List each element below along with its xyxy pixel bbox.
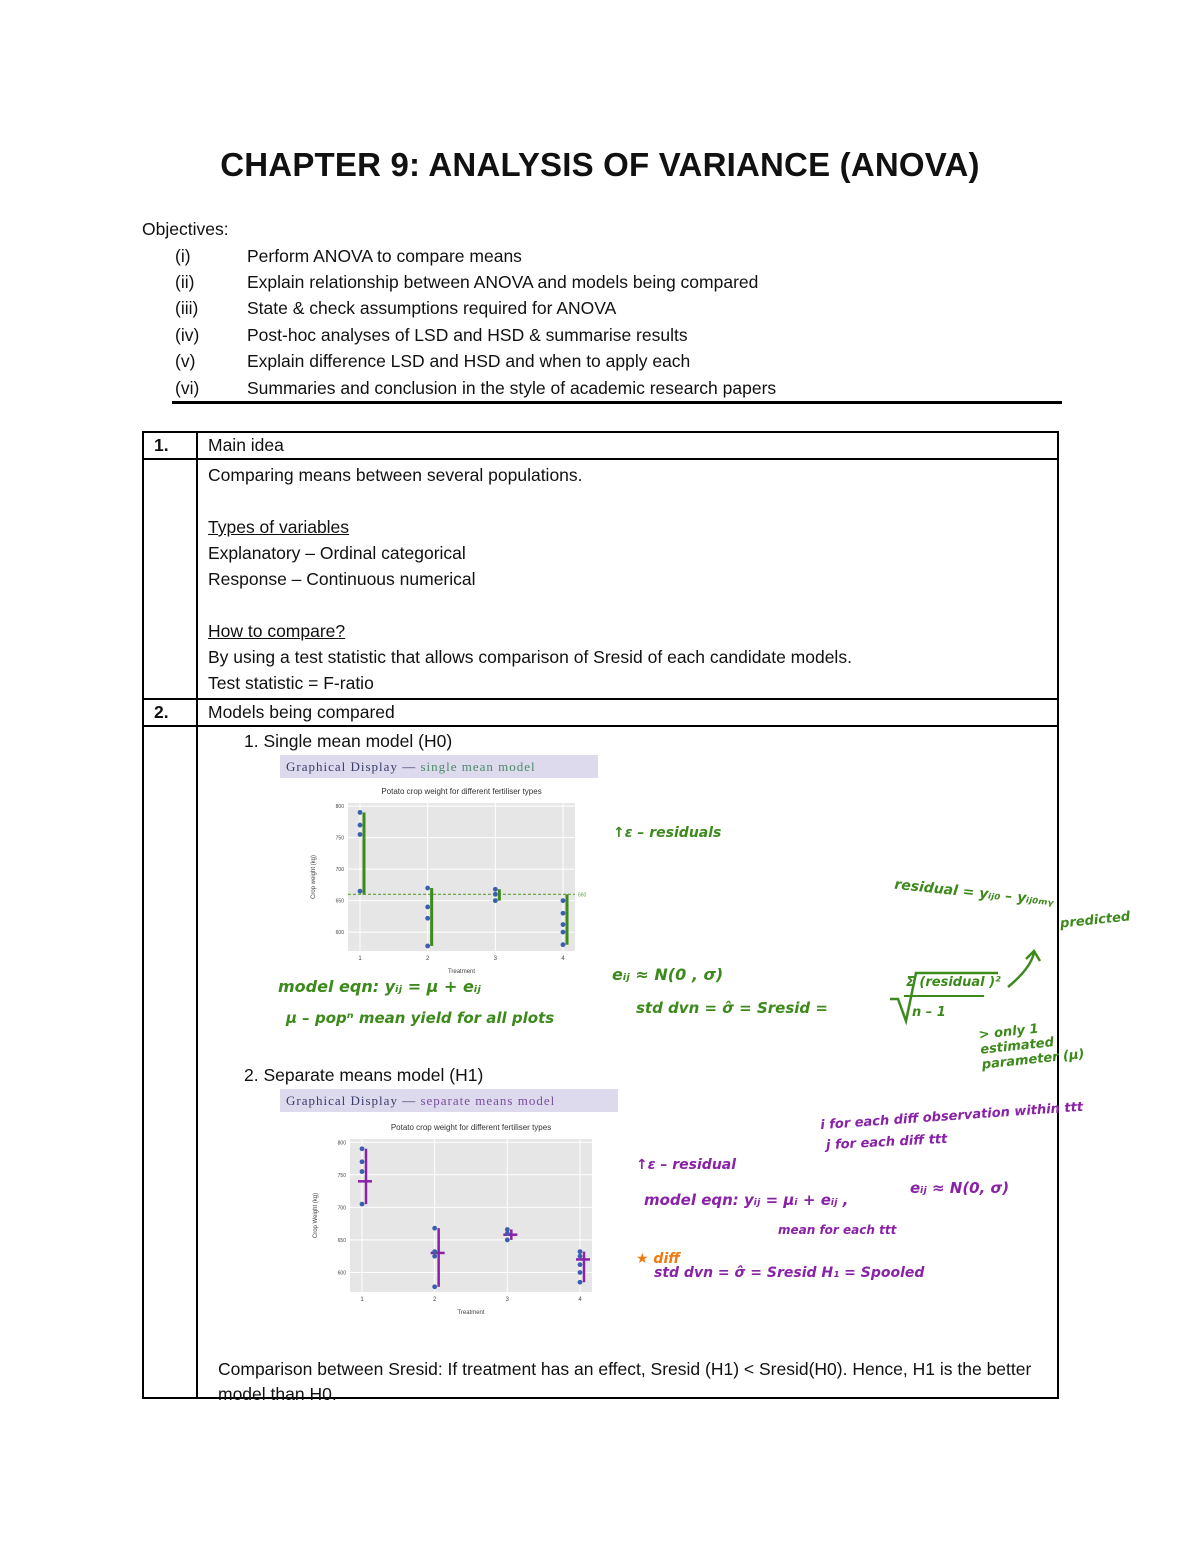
objective-num: (vi)	[175, 378, 200, 398]
body-line: Test statistic = F-ratio	[208, 673, 374, 693]
note-predicted: predicted	[1059, 909, 1131, 932]
banner-prefix: Graphical Display —	[286, 759, 421, 774]
x-tick-label: 4	[578, 1297, 582, 1303]
y-tick-label: 800	[337, 1140, 346, 1147]
divider	[172, 401, 1062, 404]
objective-item	[175, 246, 522, 267]
objective-item	[175, 298, 616, 319]
y-tick-label: 700	[337, 1205, 346, 1212]
y-axis-label: Crop Weight (kg)	[313, 1192, 319, 1239]
note-sqrt-den: n – 1	[912, 1005, 946, 1020]
section-heading: Main idea	[197, 432, 1058, 459]
objective-text: Explain difference LSD and HSD and when to apply each	[247, 351, 691, 371]
banner-accent: single mean model	[420, 759, 536, 774]
empty-cell	[143, 726, 197, 1398]
objective-num: (ii)	[175, 272, 195, 292]
page-title: CHAPTER 9: ANALYSIS OF VARIANCE (ANOVA)	[220, 146, 980, 183]
note-stdev-2: std dvn = σ̂ = Sresid H₁ = Spooled	[654, 1265, 925, 1281]
chart-title: Potato crop weight for different fertiliser types	[390, 1123, 552, 1132]
section-heading: Models being compared	[197, 699, 1058, 726]
notes-table	[142, 431, 1131, 1404]
section-number: 2.	[143, 699, 197, 726]
banner-prefix: Graphical Display —	[286, 1093, 421, 1108]
note-eij-2: eᵢⱼ ≈ N(0, σ)	[910, 1179, 1010, 1197]
note-diff: ★ diff	[636, 1251, 680, 1267]
compare-heading: How to compare?	[208, 621, 346, 641]
y-tick-label: 750	[335, 835, 344, 842]
note-residual-def: residual = yᵢⱼ₀ – yᵢⱼ₀ₘᵧ	[893, 876, 1055, 910]
objective-num: (iv)	[175, 325, 200, 345]
x-tick-label: 1	[360, 1297, 364, 1303]
banner-accent: separate means model	[420, 1093, 556, 1108]
note-stdev-1: std dvn = σ̂ = Sresid =	[636, 999, 828, 1017]
objective-num: (v)	[175, 351, 196, 371]
note-sqrt-num: Σ (residual )²	[906, 975, 1001, 990]
objective-text: Post-hoc analyses of LSD and HSD & summarise results	[247, 325, 688, 345]
objective-text: Summaries and conclusion in the style of academic research papers	[247, 378, 777, 398]
y-tick-label: 650	[337, 1237, 346, 1244]
note-eij-1: eᵢⱼ ≈ N(0 , σ)	[612, 965, 724, 984]
note-mu: μ – popⁿ mean yield for all plots	[286, 1009, 555, 1027]
section2-body	[197, 726, 1131, 1404]
y-tick-label: 800	[335, 804, 344, 811]
objective-item	[175, 325, 688, 346]
types-heading: Types of variables	[208, 517, 350, 537]
y-tick-label: 750	[337, 1172, 346, 1179]
reference-line-label: 660	[578, 892, 587, 899]
body-line: Comparing means between several populations.	[208, 465, 583, 485]
y-tick-label: 700	[335, 867, 344, 874]
y-tick-label: 650	[335, 898, 344, 905]
objectives-label: Objectives:	[142, 219, 229, 239]
y-tick-label: 600	[335, 930, 344, 937]
section1-body	[197, 459, 1058, 699]
objective-text: Explain relationship between ANOVA and models being compared	[247, 272, 759, 292]
note-only-1: > only 1 estimated parameter (μ)	[978, 1021, 1086, 1073]
y-tick-label: 600	[337, 1270, 346, 1277]
chart-title: Potato crop weight for different fertiliser types	[381, 787, 542, 796]
body-line: Response – Continuous numerical	[208, 569, 476, 589]
note-mean-each: mean for each ttt	[778, 1223, 897, 1237]
x-axis-label: Treatment	[447, 969, 476, 975]
objective-item	[175, 378, 776, 399]
x-tick-label: 3	[505, 1297, 510, 1303]
note-residuals-1: ↑ε – residuals	[613, 825, 722, 841]
y-axis-label: Crop weight (kg)	[311, 854, 317, 900]
objective-num: (i)	[175, 246, 191, 266]
body-line: Explanatory – Ordinal categorical	[208, 543, 466, 563]
body-line: By using a test statistic that allows comparison of Sresid of each candidate models.	[208, 647, 852, 667]
objective-num: (iii)	[175, 298, 199, 318]
objective-text: Perform ANOVA to compare means	[247, 246, 522, 266]
note-residual-2: ↑ε – residual	[636, 1157, 737, 1173]
note-model-eqn-1: model eqn: yᵢⱼ = μ + eᵢⱼ	[278, 977, 481, 996]
conclusion-text: Comparison between Sresid: If treatment has an effect, Sresid (H1) < Sresid(H0). Hence, H1 is the better model than H0.	[218, 1359, 1032, 1404]
x-tick-label: 1	[358, 956, 362, 962]
model1-label: 1. Single mean model (H0)	[244, 731, 453, 751]
objective-text: State & check assumptions required for ANOVA	[247, 298, 617, 318]
x-tick-label: 4	[561, 956, 565, 962]
x-tick-label: 3	[493, 956, 498, 962]
model2-label: 2. Separate means model (H1)	[244, 1065, 484, 1085]
empty-cell	[143, 459, 197, 699]
x-tick-label: 2	[432, 1297, 437, 1303]
x-axis-label: Treatment	[457, 1310, 485, 1316]
note-i-for-each: i for each diff observation within ttt	[819, 1099, 1084, 1134]
note-j-for-each: j for each diff ttt	[825, 1131, 948, 1154]
objective-item	[175, 351, 690, 372]
objective-item	[175, 272, 758, 293]
section-number: 1.	[143, 432, 197, 459]
note-model-eqn-2: model eqn: yᵢⱼ = μᵢ + eᵢⱼ ,	[644, 1191, 849, 1209]
x-tick-label: 2	[425, 956, 430, 962]
